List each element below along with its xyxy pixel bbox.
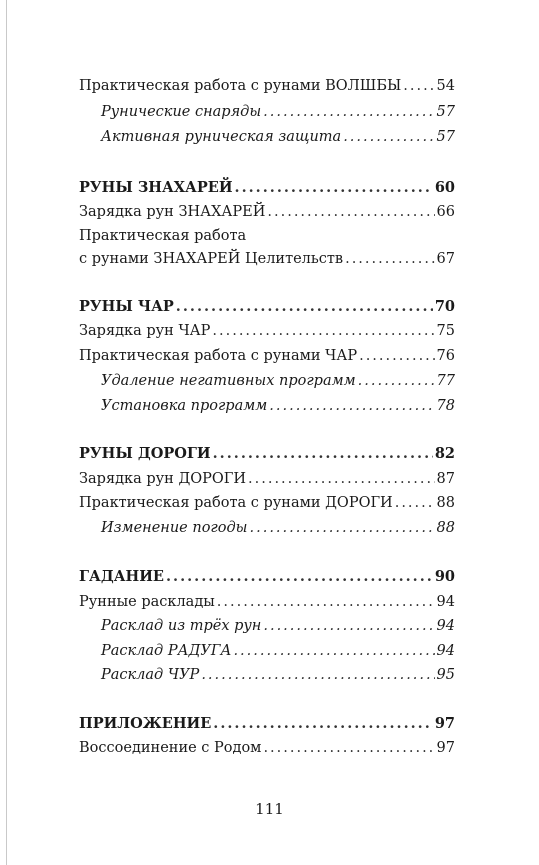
toc-entry-title: Рунные расклады: [79, 594, 215, 610]
toc-heading-page: 70: [434, 298, 455, 315]
toc-entry[interactable]: [79, 74, 455, 98]
toc-entry-page: 67: [436, 251, 455, 267]
toc-subentry[interactable]: [101, 369, 455, 393]
toc-heading-title: РУНЫ ЧАР: [79, 298, 174, 315]
toc-entry-page: 57: [436, 104, 455, 120]
toc-entry-title: Практическая работа с рунами ВОЛШБЫ: [79, 78, 402, 94]
dot-leader: [263, 736, 434, 760]
dot-leader: [359, 344, 434, 368]
toc-entry[interactable]: [79, 736, 455, 760]
dot-leader: [263, 100, 434, 124]
toc-entry-title: Расклад РАДУГА: [101, 643, 232, 659]
dot-leader: [212, 319, 434, 343]
toc-subentry[interactable]: [101, 663, 455, 687]
toc-entry[interactable]: [79, 319, 455, 343]
toc-entry-page: 87: [436, 471, 455, 487]
toc-entry-page: 88: [436, 520, 455, 536]
toc-entry-page: 97: [436, 740, 455, 756]
toc-subentry[interactable]: [101, 100, 455, 124]
toc-entry-page: 57: [436, 129, 455, 145]
page-number: 111: [255, 800, 284, 818]
toc-section-heading[interactable]: [79, 176, 455, 200]
page-edge-line: [6, 0, 7, 865]
toc-heading-page: 90: [434, 568, 455, 585]
toc-heading-title: ГАДАНИЕ: [79, 568, 164, 585]
toc-heading-title: РУНЫ ЗНАХАРЕЙ: [79, 179, 233, 196]
toc-entry-title: Зарядка рун ДОРОГИ: [79, 471, 247, 487]
toc-subentry[interactable]: [101, 125, 455, 149]
toc-entry-title: Воссоединение с Родом: [79, 740, 262, 756]
dot-leader: [343, 125, 434, 149]
toc-entry-page: 95: [436, 667, 455, 683]
toc-entry-page: 66: [436, 204, 455, 220]
dot-leader: [263, 614, 434, 638]
toc-entry-page: 94: [436, 594, 455, 610]
dot-leader: [213, 442, 433, 466]
toc-entry-title: Установка программ: [101, 398, 268, 414]
dot-leader: [269, 394, 434, 418]
toc-entry[interactable]: [79, 247, 455, 271]
toc-heading-page: 60: [434, 179, 455, 196]
toc-entry-page: 77: [436, 373, 455, 389]
toc-subentry[interactable]: [101, 639, 455, 663]
toc-entry-title: Изменение погоды: [101, 520, 248, 536]
toc-section-heading[interactable]: [79, 442, 455, 466]
toc-entry[interactable]: [79, 491, 455, 515]
dot-leader: [213, 712, 433, 736]
toc-subentry[interactable]: [101, 394, 455, 418]
toc-entry-page: 94: [436, 643, 455, 659]
toc-entry-title: Практическая работа с рунами ДОРОГИ: [79, 495, 393, 511]
toc-entry-title: Практическая работа с рунами ЧАР: [79, 348, 358, 364]
toc-entry-title: Зарядка рун ЧАР: [79, 323, 211, 339]
toc-entry[interactable]: [79, 467, 455, 491]
toc-entry-title: Расклад ЧУР: [101, 667, 200, 683]
dot-leader: [345, 247, 434, 271]
dot-leader: [233, 639, 434, 663]
dot-leader: [176, 295, 433, 319]
toc-entry[interactable]: [79, 590, 455, 614]
toc-entry-page: 76: [436, 348, 455, 364]
dot-leader: [267, 200, 434, 224]
toc-entry-title-line[interactable]: Практическая работа: [79, 228, 247, 244]
toc-section-heading[interactable]: [79, 712, 455, 736]
toc-section-heading[interactable]: [79, 295, 455, 319]
toc-entry-title: с рунами ЗНАХАРЕЙ Целительств: [79, 251, 344, 267]
toc-entry-page: 94: [436, 618, 455, 634]
toc-subentry[interactable]: [101, 614, 455, 638]
dot-leader: [166, 565, 433, 589]
dot-leader: [248, 467, 435, 491]
toc-subentry[interactable]: [101, 516, 455, 540]
toc-heading-title: РУНЫ ДОРОГИ: [79, 445, 211, 462]
dot-leader: [235, 176, 433, 200]
dot-leader: [395, 491, 435, 515]
toc-entry-title: Удаление негативных программ: [101, 373, 356, 389]
toc-heading-page: 82: [434, 445, 455, 462]
toc-heading-page: 97: [434, 715, 455, 732]
toc-entry-page: 75: [436, 323, 455, 339]
dot-leader: [201, 663, 434, 687]
toc-entry-title: Зарядка рун ЗНАХАРЕЙ: [79, 204, 266, 220]
dot-leader: [250, 516, 435, 540]
toc-entry-page: 78: [436, 398, 455, 414]
toc-entry-title: Расклад из трёх рун: [101, 618, 262, 634]
toc-entry-title: Рунические снаряды: [101, 104, 262, 120]
toc-entry[interactable]: [79, 344, 455, 368]
toc-heading-title: ПРИЛОЖЕНИЕ: [79, 715, 212, 732]
toc-entry-title: Активная руническая защита: [101, 129, 342, 145]
toc-section-heading[interactable]: [79, 565, 455, 589]
toc-entry[interactable]: [79, 200, 455, 224]
dot-leader: [403, 74, 434, 98]
dot-leader: [358, 369, 435, 393]
toc-entry-page: 54: [436, 78, 455, 94]
toc-entry-page: 88: [436, 495, 455, 511]
dot-leader: [217, 590, 435, 614]
